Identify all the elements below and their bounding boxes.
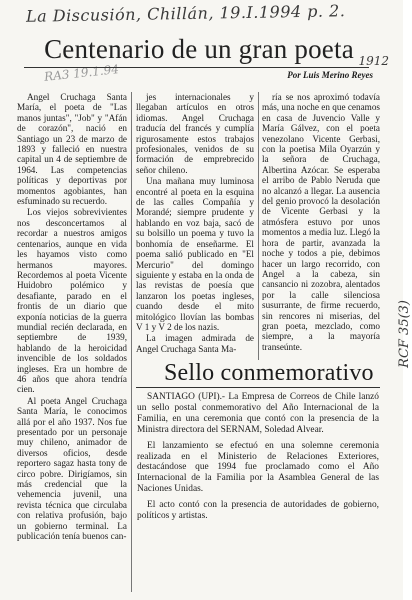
title-divider (24, 67, 369, 68)
paragraph: SANTIAGO (UPI).- La Empresa de Correos de Chile lanzó un sello postal conmemorativo del Año Internacional de la Familia, en una ceremonia que contó con la presencia de la Ministra directora del SERNAM, Soledad Alvear. (137, 392, 379, 435)
paragraph: ría se nos aproximó todavía más, una noche en que cenamos en casa de Juvencio Valle y María Gálvez, con el poeta venezolano Vicente Gerbasi, con la poetisa Mila Oyarzún y la señora de Cruchaga, Albertina Azócar. Se esperaba el arribo de Pablo Neruda que no alcanzó a llegar. La ausencia del genio provocó la desolación de Vicente Gerbasi y la atmósfera estuvo por unos momentos a media luz. Llegó la hora de partir, avanzada la noche y todos a pie, debimos hacer un largo recorrido, con Angel a la cabeza, sin cansancio ni zozobra, alentados por la calle silenciosa susurrante, de firme recuerdo, sin rencores ni miserias, del gran poeta, mezclado, como siempre, a la mayoría transeúnte. (262, 92, 380, 352)
news-title: Sello conmemorativo (164, 360, 374, 386)
paragraph: El acto contó con la presencia de autoridades de gobierno, políticos y artistas. (137, 500, 379, 522)
paragraph: Al poeta Angel Cruchaga Santa María, le conocimos allá por el año 1937. Nos fue presentado por un personaje muy chileno, animador de diversos oficios, desde reportero sagaz hasta tony de circo pobre. Dirigíamos, sin más credencial que la vehemencia juvenil, una revista técnica que circulaba con relativa profusión, bajo un gobierno terminal. La publicación tenía buenos can- (17, 395, 127, 542)
paragraph: jes internacionales y llegaban artículos en otros idiomas. Angel Cruchaga traducía del francés y cumplía rigurosamente estos trabajos profesionales, venidos de su formación de emprebrecido señor chileno. (136, 92, 254, 175)
article-column-3 (262, 92, 380, 367)
news-body (137, 392, 379, 527)
paragraph: El lanzamiento se efectuó en una solemne ceremonia realizada en el Ministerio de Relaciones Exteriores, destacándose que 1994 fue proclamado como el Año Internacional de la Familia por la Asamblea General de las Naciones Unidas. (137, 440, 379, 495)
paragraph: Los viejos sobrevivientes nos desconcertamos al recordar a nuestros amigos centenarios, aunque en vida les hayamos visto como hermanos mayores. Recordemos al poeta Vicente Huidobro polémico y desafiante, parado en el frontis de un diario que exponía noticias de la guerra mundial recién declarada, en septiembre de 1939, hablando de la heroicidad invencible de los soldados ingleses. Era un hombre de 46 años que ahora tendría cien. (17, 207, 127, 395)
date-stamp: RA3 19.1.94 (43, 62, 120, 84)
paragraph: La imagen admirada de Angel Cruchaga Santa Ma- (136, 333, 254, 354)
paragraph: Angel Cruchaga Santa María, el poeta de "Las manos juntas", "Job" y "Afán de corazón", nació en Santiago un 23 de marzo de 1893 y falleció en nuestra capital un 4 de septiembre de 1964. Las competencias políticas y deportivas por momentos agobiantes, han esfuminado su recuerdo. (17, 92, 127, 207)
news-divider (136, 387, 380, 388)
article-title: Centenario de un gran poeta (44, 34, 354, 64)
handwritten-source-note: La Discusión, Chillán, 19.I.1994 p. 2. (25, 1, 346, 26)
article-byline: Por Luis Merino Reyes (287, 70, 373, 80)
handwritten-reference: RCF 35(3) (397, 300, 412, 368)
column-divider (131, 92, 132, 592)
handwritten-year: 1912 (358, 54, 389, 68)
column-divider (258, 92, 259, 360)
article-column-2 (136, 92, 254, 362)
paragraph: Una mañana muy luminosa encontré al poeta en la esquina de las calles Compañía y Morandé; siempre prudente y hablando en voz baja, sacó de su bolsillo un poema y tuvo la bonhomía de enseñarme. El poema salió publicado en "El Mercurio" del domingo siguiente y estaba en la onda de las revistas de poesía que lanzaron los poetas ingleses, cuando desde el mito mitológico llovían las bombas V 1 y V 2 de los nazis. (136, 176, 254, 332)
article-column-1 (17, 92, 127, 600)
